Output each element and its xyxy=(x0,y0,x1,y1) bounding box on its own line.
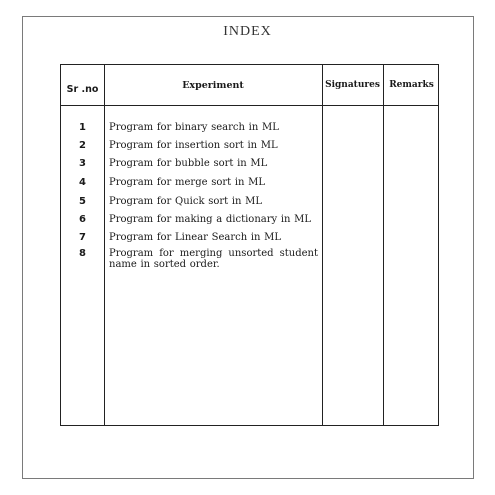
page-title: INDEX xyxy=(223,24,272,39)
row-number: 3 xyxy=(79,158,86,169)
experiment-title: Program for bubble sort in ML xyxy=(109,158,268,169)
experiment-title: Program for Quick sort in ML xyxy=(109,196,263,207)
experiment-title: Program for merging unsorted student name in sorted order. xyxy=(109,248,318,270)
index-table xyxy=(60,64,439,426)
experiment-title: Program for making a dictionary in ML xyxy=(109,214,312,225)
table-row xyxy=(61,122,322,134)
header-remarks: Remarks xyxy=(389,80,434,90)
experiment-title: Program for binary search in ML xyxy=(109,122,279,133)
header-sr-no: Sr .no xyxy=(66,84,99,95)
row-number: 1 xyxy=(79,122,86,133)
header-experiment: Experiment xyxy=(182,79,244,91)
row-number: 4 xyxy=(79,177,86,188)
header-divider xyxy=(61,105,438,106)
table-row xyxy=(61,177,322,189)
experiment-title: Program for merge sort in ML xyxy=(109,177,266,188)
header-signatures: Signatures xyxy=(325,80,380,90)
table-row xyxy=(61,232,322,244)
table-row xyxy=(61,214,322,226)
table-row xyxy=(61,248,322,270)
column-divider xyxy=(383,65,384,425)
row-number: 7 xyxy=(79,232,86,243)
row-number: 8 xyxy=(79,248,86,259)
table-row xyxy=(61,140,322,152)
row-number: 5 xyxy=(79,196,86,207)
column-divider xyxy=(322,65,323,425)
column-divider xyxy=(104,65,105,425)
experiment-title: Program for insertion sort in ML xyxy=(109,140,278,151)
row-number: 6 xyxy=(79,214,86,225)
experiment-title: Program for Linear Search in ML xyxy=(109,232,282,243)
table-row xyxy=(61,158,322,170)
table-row xyxy=(61,196,322,208)
row-number: 2 xyxy=(79,140,86,151)
